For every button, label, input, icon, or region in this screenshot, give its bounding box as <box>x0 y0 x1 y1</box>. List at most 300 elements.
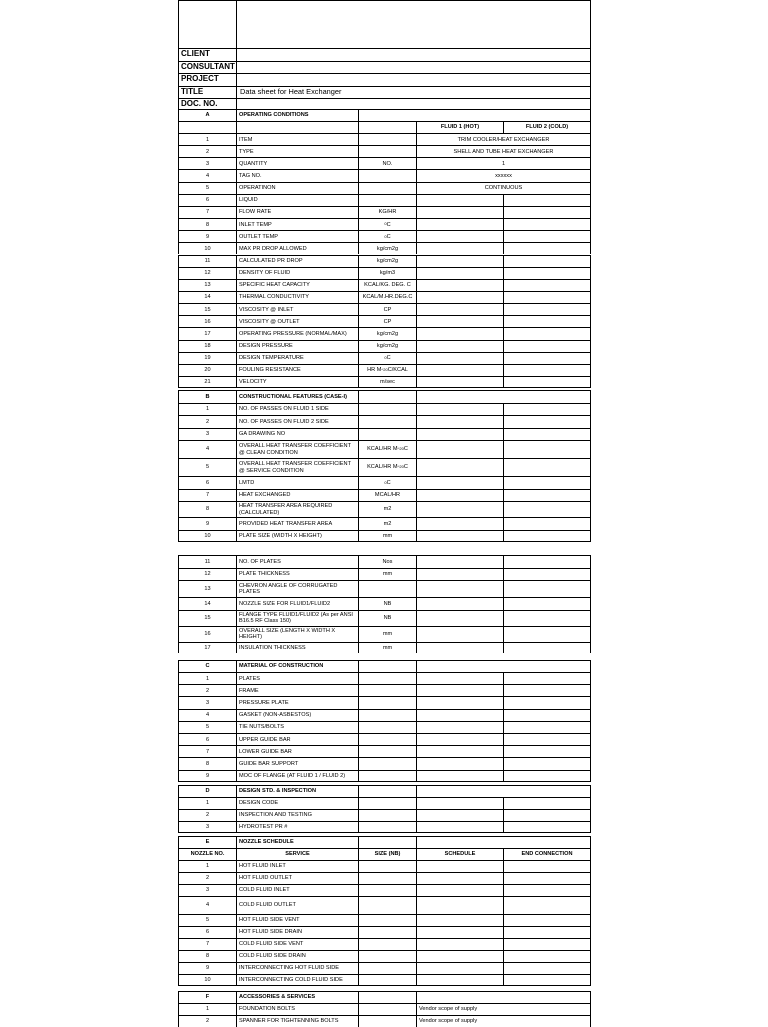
row-value: CONTINUOUS <box>416 182 591 194</box>
row-unit: KG/HR <box>358 206 416 218</box>
row-unit <box>358 428 416 441</box>
fluid1-cell <box>416 938 503 950</box>
row-label: INSPECTION AND TESTING <box>236 809 358 821</box>
row-unit: CP <box>358 315 416 327</box>
consultant-label: CONSULTANT <box>178 61 236 74</box>
fluid2-cell <box>503 206 591 218</box>
fluid2-header: FLUID 2 (COLD) <box>503 121 591 133</box>
nozzle-row <box>0 926 768 938</box>
section-e-title-row <box>0 836 768 848</box>
row-label: VISCOSITY @ INLET <box>236 303 358 315</box>
row-number: 8 <box>178 218 236 230</box>
fluid2-cell <box>503 926 591 938</box>
fluid2-cell <box>503 315 591 327</box>
row-label: OUTLET TEMP <box>236 230 358 242</box>
fluid1-cell <box>416 476 503 489</box>
row-unit <box>358 938 416 950</box>
nozzle-row <box>0 914 768 926</box>
row-number: 10 <box>178 974 236 986</box>
table-row <box>0 145 768 157</box>
row-number: 5 <box>178 914 236 926</box>
fluid2-cell <box>503 291 591 303</box>
row-value: TRIM COOLER/HEAT EXCHANGER <box>416 133 591 145</box>
table-row <box>0 352 768 364</box>
table-row <box>0 206 768 218</box>
fluid1-cell <box>416 745 503 757</box>
logo-cell <box>178 0 236 48</box>
fluid2-cell <box>503 721 591 733</box>
fluid1-cell <box>416 884 503 896</box>
row-number: 4 <box>178 709 236 721</box>
table-row <box>0 476 768 489</box>
header-blank-cell <box>236 0 591 48</box>
fluid2-cell <box>503 340 591 352</box>
table-row <box>0 230 768 242</box>
fluid2-cell <box>503 242 591 254</box>
table-row <box>0 530 768 543</box>
row-label: FLANGE TYPE FLUID1/FLUID2 (As per ANSI B16.5 RF Class 150) <box>236 610 358 626</box>
row-value: Vendor scope of supply <box>416 1003 591 1015</box>
row-number: 13 <box>178 580 236 597</box>
fluid2-cell <box>503 745 591 757</box>
row-number: 3 <box>178 428 236 441</box>
row-label: HEAT EXCHANGED <box>236 489 358 502</box>
fluid2-cell <box>503 555 591 568</box>
row-unit <box>358 709 416 721</box>
cell <box>358 785 416 797</box>
table-row <box>0 555 768 568</box>
fluid2-cell <box>503 194 591 206</box>
fluid1-cell <box>416 315 503 327</box>
row-unit: KCAL/KG. DEG. C <box>358 279 416 291</box>
fluid2-cell <box>503 352 591 364</box>
fluid1-cell <box>416 821 503 833</box>
row-label: MOC OF FLANGE (AT FLUID 1 / FLUID 2) <box>236 770 358 782</box>
section-title: DESIGN STD. & INSPECTION <box>236 785 358 797</box>
table-row <box>0 315 768 327</box>
row-number: 19 <box>178 352 236 364</box>
row-unit <box>358 672 416 684</box>
nozzle-col-header: END CONNECTION <box>503 848 591 860</box>
row-number: 3 <box>178 884 236 896</box>
row-label: INTERCONNECTING COLD FLUID SIDE <box>236 974 358 986</box>
row-number: 1 <box>178 1003 236 1015</box>
fluid1-cell <box>416 364 503 376</box>
row-label: DESIGN PRESSURE <box>236 340 358 352</box>
fluid2-cell <box>503 974 591 986</box>
row-label: MAX PR DROP ALLOWED <box>236 242 358 254</box>
fluid1-cell <box>416 672 503 684</box>
fluid1-cell <box>416 962 503 974</box>
table-row <box>0 182 768 194</box>
table-row <box>0 770 768 782</box>
fluid1-cell <box>416 770 503 782</box>
row-number: 6 <box>178 733 236 745</box>
row-unit: 0 C <box>358 230 416 242</box>
fluid2-cell <box>503 376 591 388</box>
row-number: 9 <box>178 517 236 530</box>
row-unit <box>358 194 416 206</box>
row-unit <box>358 962 416 974</box>
fluid1-cell <box>416 642 503 654</box>
fluid1-cell <box>416 255 503 267</box>
row-number: 6 <box>178 194 236 206</box>
row-unit <box>358 896 416 914</box>
row-number: 16 <box>178 626 236 642</box>
fluid2-cell <box>503 896 591 914</box>
row-value: Vendor scope of supply <box>416 1015 591 1027</box>
fluid1-cell <box>416 428 503 441</box>
fluid2-cell <box>503 757 591 769</box>
nozzle-col-header: SERVICE <box>236 848 358 860</box>
table-row <box>0 733 768 745</box>
row-unit <box>358 1003 416 1015</box>
project-label: PROJECT <box>178 73 236 86</box>
fluid1-cell <box>416 914 503 926</box>
fluid2-cell <box>503 218 591 230</box>
row-number: 1 <box>178 860 236 872</box>
row-unit <box>358 169 416 181</box>
fluid1-cell <box>416 517 503 530</box>
fluid1-cell <box>416 926 503 938</box>
fluid1-cell <box>416 530 503 543</box>
fluid1-cell <box>416 194 503 206</box>
section-title: NOZZLE SCHEDULE <box>236 836 358 848</box>
cell <box>416 991 591 1003</box>
row-label: DESIGN TEMPERATURE <box>236 352 358 364</box>
row-label: OVERALL HEAT TRANSFER COEFFICIENT @ SERVICE CONDITION <box>236 458 358 476</box>
row-unit: KCAL/M.HR.DEG.C <box>358 291 416 303</box>
row-label: VISCOSITY @ OUTLET <box>236 315 358 327</box>
section-letter: B <box>178 390 236 403</box>
row-label: HEAT TRANSFER AREA REQUIRED (CALCULATED) <box>236 501 358 517</box>
row-label: ITEM <box>236 133 358 145</box>
fluid1-cell <box>416 757 503 769</box>
row-value: SHELL AND TUBE HEAT EXCHANGER <box>416 145 591 157</box>
fluid2-cell <box>503 458 591 476</box>
row-label: FLOW RATE <box>236 206 358 218</box>
fluid1-cell <box>416 684 503 696</box>
row-label: THERMAL CONDUCTIVITY <box>236 291 358 303</box>
cell <box>358 991 416 1003</box>
row-unit: KCAL/HR M ^2 0 C <box>358 458 416 476</box>
cell <box>416 836 591 848</box>
row-number: 2 <box>178 809 236 821</box>
row-number: 5 <box>178 458 236 476</box>
row-number: 9 <box>178 770 236 782</box>
fluid2-cell <box>503 303 591 315</box>
row-unit <box>358 926 416 938</box>
row-unit: m2 <box>358 517 416 530</box>
table-row <box>0 267 768 279</box>
row-label: CHEVRON ANGLE OF CORRUGATED PLATES <box>236 580 358 597</box>
doc-no-label: DOC. NO. <box>178 98 236 111</box>
fluid2-cell <box>503 950 591 962</box>
fluid1-cell <box>416 303 503 315</box>
row-unit <box>358 950 416 962</box>
row-label: GA DRAWING NO <box>236 428 358 441</box>
row-label: DENSITY OF FLUID <box>236 267 358 279</box>
row-number: 6 <box>178 926 236 938</box>
row-number: 11 <box>178 555 236 568</box>
row-label: INTERCONNECTING HOT FLUID SIDE <box>236 962 358 974</box>
fluid1-cell <box>416 352 503 364</box>
row-number: 9 <box>178 230 236 242</box>
table-row <box>0 458 768 476</box>
table-row <box>0 745 768 757</box>
fluid2-cell <box>503 440 591 458</box>
fluid1-cell <box>416 267 503 279</box>
nozzle-row <box>0 974 768 986</box>
nozzle-row <box>0 872 768 884</box>
row-number: 5 <box>178 182 236 194</box>
cell <box>358 836 416 848</box>
row-unit: kg/cm2g <box>358 327 416 339</box>
row-unit <box>358 1015 416 1027</box>
fluid1-cell <box>416 797 503 809</box>
row-unit: KCAL/HR M ^2 0 C <box>358 440 416 458</box>
table-row <box>0 364 768 376</box>
fluid2-cell <box>503 626 591 642</box>
fluid2-cell <box>503 327 591 339</box>
nozzle-row <box>0 860 768 872</box>
fluid1-cell <box>416 489 503 502</box>
header-row-title <box>0 86 768 99</box>
fluid1-cell <box>416 568 503 581</box>
row-unit: m2 <box>358 501 416 517</box>
row-unit <box>358 884 416 896</box>
table-row <box>0 568 768 581</box>
row-unit: 0 C <box>358 476 416 489</box>
row-unit: MCAL/HR <box>358 489 416 502</box>
row-unit <box>358 809 416 821</box>
fluid2-cell <box>503 364 591 376</box>
row-label: COLD FLUID INLET <box>236 884 358 896</box>
row-number: 13 <box>178 279 236 291</box>
table-row <box>0 169 768 181</box>
fluid1-cell <box>416 340 503 352</box>
table-row <box>0 376 768 388</box>
row-number: 11 <box>178 255 236 267</box>
fluid1-cell <box>416 242 503 254</box>
row-unit: m/sec <box>358 376 416 388</box>
row-unit: 0 C <box>358 352 416 364</box>
row-number: 6 <box>178 476 236 489</box>
fluid2-cell <box>503 884 591 896</box>
section-letter: C <box>178 660 236 672</box>
row-unit <box>358 914 416 926</box>
fluid1-cell <box>416 626 503 642</box>
row-label: COLD FLUID SIDE VENT <box>236 938 358 950</box>
row-number: 4 <box>178 896 236 914</box>
row-number: 7 <box>178 489 236 502</box>
row-label: GUIDE BAR SUPPORT <box>236 757 358 769</box>
fluid2-cell <box>503 821 591 833</box>
row-label: PLATES <box>236 672 358 684</box>
table-row <box>0 303 768 315</box>
fluid2-cell <box>503 279 591 291</box>
header-row-client <box>0 48 768 61</box>
fluid1-header: FLUID 1 (HOT) <box>416 121 503 133</box>
fluid2-cell <box>503 255 591 267</box>
fluid-header-row <box>0 121 768 133</box>
table-row <box>0 610 768 626</box>
row-unit <box>358 797 416 809</box>
row-number: 2 <box>178 684 236 696</box>
row-label: NO. OF PASSES ON FLUID 2 SIDE <box>236 415 358 428</box>
fluid2-cell <box>503 872 591 884</box>
fluid2-cell <box>503 597 591 610</box>
table-row <box>0 403 768 416</box>
row-label: VELOCITY <box>236 376 358 388</box>
table-row <box>0 428 768 441</box>
row-unit: Nos <box>358 555 416 568</box>
table-row <box>0 133 768 145</box>
fluid2-cell <box>503 568 591 581</box>
cell <box>358 121 416 133</box>
fluid1-cell <box>416 809 503 821</box>
fluid1-cell <box>416 733 503 745</box>
fluid1-cell <box>416 896 503 914</box>
row-unit <box>358 403 416 416</box>
fluid2-cell <box>503 501 591 517</box>
row-number: 1 <box>178 672 236 684</box>
row-number: 7 <box>178 745 236 757</box>
row-unit <box>358 684 416 696</box>
nozzle-row <box>0 884 768 896</box>
table-row <box>0 501 768 517</box>
row-number: 12 <box>178 267 236 279</box>
fluid1-cell <box>416 206 503 218</box>
table-row <box>0 696 768 708</box>
row-unit <box>358 872 416 884</box>
row-label: OVERALL SIZE (LENGTH X WIDTH X HEIGHT) <box>236 626 358 642</box>
title-label: TITLE <box>178 86 236 99</box>
client-value <box>236 48 591 61</box>
header-logo-row <box>0 0 768 48</box>
row-unit <box>358 145 416 157</box>
table-row <box>0 684 768 696</box>
table-row <box>0 709 768 721</box>
fluid2-cell <box>503 797 591 809</box>
fluid2-cell <box>503 672 591 684</box>
row-number: 17 <box>178 642 236 654</box>
section-title: CONSTRUCTIONAL FEATURES (CASE-I) <box>236 390 358 403</box>
fluid1-cell <box>416 230 503 242</box>
row-unit <box>358 757 416 769</box>
row-label: HOT FLUID SIDE VENT <box>236 914 358 926</box>
fluid2-cell <box>503 684 591 696</box>
table-row <box>0 242 768 254</box>
fluid2-cell <box>503 709 591 721</box>
section-a-title-row <box>0 109 768 121</box>
cell <box>358 109 591 121</box>
table-row <box>0 340 768 352</box>
row-value: 1 <box>416 157 591 169</box>
row-number: 2 <box>178 1015 236 1027</box>
table-row <box>0 415 768 428</box>
row-unit: mm <box>358 568 416 581</box>
fluid2-cell <box>503 733 591 745</box>
row-number: 2 <box>178 145 236 157</box>
row-number: 2 <box>178 872 236 884</box>
row-label: OPERATINON <box>236 182 358 194</box>
row-label: LMTD <box>236 476 358 489</box>
fluid2-cell <box>503 476 591 489</box>
nozzle-col-header: SIZE (NB) <box>358 848 416 860</box>
table-row <box>0 157 768 169</box>
cell <box>236 121 358 133</box>
fluid2-cell <box>503 530 591 543</box>
row-number: 15 <box>178 610 236 626</box>
cell <box>358 390 416 403</box>
fluid2-cell <box>503 938 591 950</box>
fluid1-cell <box>416 860 503 872</box>
fluid1-cell <box>416 327 503 339</box>
row-label: PLATE THICKNESS <box>236 568 358 581</box>
row-number: 7 <box>178 938 236 950</box>
header-row-consultant <box>0 61 768 74</box>
row-unit: HR M ^2 0 C/KCAL <box>358 364 416 376</box>
row-label: NO. OF PASSES ON FLUID 1 SIDE <box>236 403 358 416</box>
row-unit: CP <box>358 303 416 315</box>
row-unit: NB <box>358 597 416 610</box>
fluid1-cell <box>416 555 503 568</box>
row-unit: NB <box>358 610 416 626</box>
row-label: FOUNDATION BOLTS <box>236 1003 358 1015</box>
fluid1-cell <box>416 415 503 428</box>
table-row <box>0 1015 768 1027</box>
row-label: FOULING RESISTANCE <box>236 364 358 376</box>
fluid1-cell <box>416 610 503 626</box>
row-number: 20 <box>178 364 236 376</box>
row-number: 17 <box>178 327 236 339</box>
table-row <box>0 809 768 821</box>
row-number: 1 <box>178 133 236 145</box>
table-row <box>0 821 768 833</box>
row-unit <box>358 821 416 833</box>
row-label: INLET TEMP <box>236 218 358 230</box>
row-label: NOZZLE SIZE FOR FLUID1/FLUID2 <box>236 597 358 610</box>
row-label: FRAME <box>236 684 358 696</box>
table-row <box>0 672 768 684</box>
nozzle-row <box>0 896 768 914</box>
fluid2-cell <box>503 489 591 502</box>
row-label: LIQUID <box>236 194 358 206</box>
fluid2-cell <box>503 428 591 441</box>
row-unit <box>358 133 416 145</box>
row-number: 8 <box>178 950 236 962</box>
row-label: OPERATING PRESSURE (NORMAL/MAX) <box>236 327 358 339</box>
cell <box>416 390 591 403</box>
table-row <box>0 626 768 642</box>
section-d-title-row <box>0 785 768 797</box>
row-unit <box>358 721 416 733</box>
row-unit <box>358 745 416 757</box>
row-number: 2 <box>178 415 236 428</box>
row-unit: kg/cm2g <box>358 255 416 267</box>
cell <box>358 660 416 672</box>
row-unit: kg/m3 <box>358 267 416 279</box>
row-unit: kg/cm2g <box>358 340 416 352</box>
cell <box>178 121 236 133</box>
row-label: TIE NUTS/BOLTS <box>236 721 358 733</box>
fluid2-cell <box>503 770 591 782</box>
row-unit: 0 C <box>358 218 416 230</box>
row-number: 10 <box>178 530 236 543</box>
row-number: 3 <box>178 821 236 833</box>
row-label: COLD FLUID SIDE DRAIN <box>236 950 358 962</box>
